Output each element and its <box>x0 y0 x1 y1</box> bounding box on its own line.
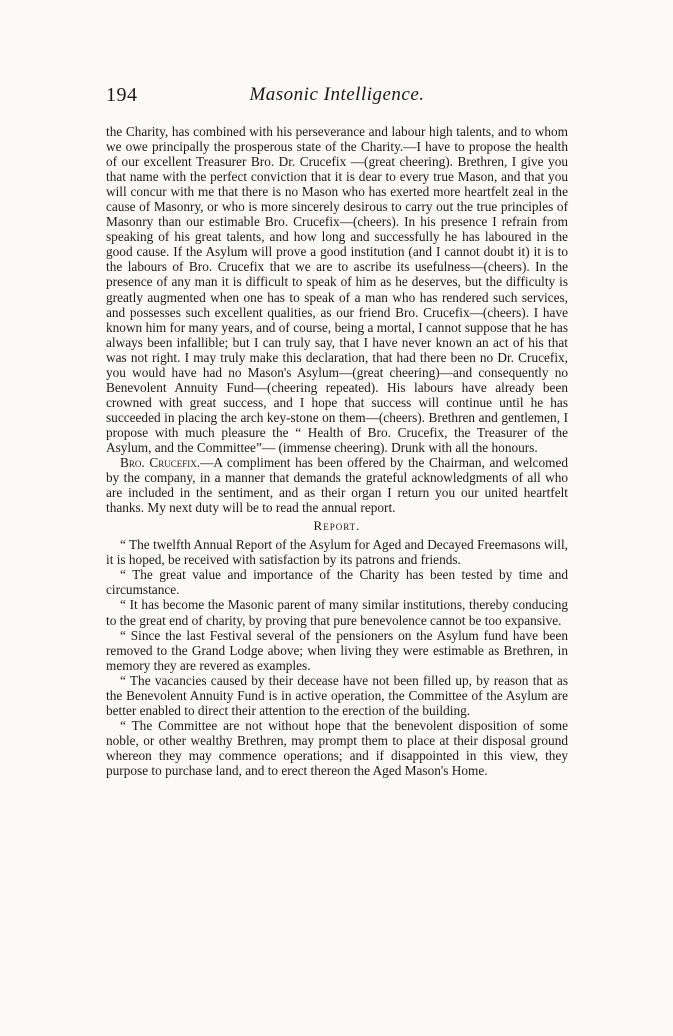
report-paragraph: “ The Committee are not without hope that the benevolent disposition of some noble, or other wealthy Brethren, may prompt them to place at their disposal ground whereon they may commence operations; and if disappointed in this view, they purpose to purchase land, and to erect thereon the Aged Mason's Home. <box>106 717 568 778</box>
report-paragraph: “ The twelfth Annual Report of the Asylum for Aged and Decayed Freemasons will, it is hoped, be received with satisfaction by its patrons and friends. <box>106 537 568 568</box>
running-title: Masonic Intelligence. <box>249 84 425 105</box>
speech-paragraph: the Charity, has combined with his perseverance and labour high talents, and to whom we owe principally the prosperous state of the Charity.—I have to propose the health of our excellent Treasurer Bro. Dr. Crucefix —(great cheering). Brethren, I give you that name with the perfect conviction that it is dear to every true Mason, and that you will concur with me that there is no Mason who has exerted more heartfelt zeal in the cause of Masonry, or who is more sincerely desirous to carry out the true principles of Masonry than our estimable Bro. Crucefix—(cheers). In his presence I refrain from speaking of his great talents, and how long and successfully he has laboured in the good cause. If the Asylum will prove a good institution (and I cannot doubt it) it is to the labours of Bro. Crucefix that we are to ascribe its usefulness—(cheers). In the presence of any man it is difficult to speak of him as he deserves, but the difficulty is greatly augmented when one has to speak of a man who has rendered such services, and possesses such excellent qualities, as our friend Bro. Crucefix—(cheers). I have known him for many years, and of course, being a mortal, I cannot suppose that he has always been infallible; but I can truly say, that I have never known an act of his that was not right. I may truly make this declaration, that had there been no Dr. Crucefix, you would have had no Mason's Asylum—(great cheering)—and consequently no Benevolent Annuity Fund—(cheering repeated). His labours have already been crowned with great success, and I hope that success will continue until he has succeeded in placing the arch key-stone on them—(cheers). Brethren and gentlemen, I propose with much pleasure the “ Health of Bro. Crucefix, the Treasurer of the Asylum, and the Committee”— (immense cheering). Drunk with all the honours. <box>106 124 568 455</box>
page-number: 194 <box>106 84 138 106</box>
report-paragraph: “ It has become the Masonic parent of many similar institutions, thereby conducing to the great end of charity, by proving that pure benevolence cannot be too expansive. <box>106 597 568 628</box>
reply-paragraph <box>106 455 568 515</box>
report-paragraph: “ Since the last Festival several of the pensioners on the Asylum fund have been removed to the Grand Lodge above; when living they were estimable as Brethren, in memory they are revered as examples. <box>106 627 568 673</box>
page-header <box>106 84 568 108</box>
report-heading: Report. <box>313 518 361 534</box>
body-text <box>106 124 568 778</box>
report-paragraph: “ The vacancies caused by their decease have not been filled up, by reason that as the Benevolent Annuity Fund is in active operation, the Committee of the Asylum are better enabled to direct their attention to the erection of the building. <box>106 672 568 718</box>
report-paragraph: “ The great value and importance of the Charity has been tested by time and circumstance. <box>106 567 568 598</box>
reply-text: —A compliment has been offered by the Chairman, and welcomed by the company, in a manner that demands the grateful acknowledgments of all who are included in the sentiment, and as their organ I return you our united heartfelt thanks. My next duty will be to read the annual report. <box>106 455 568 516</box>
reply-speaker: Bro. Crucefix. <box>120 455 201 471</box>
